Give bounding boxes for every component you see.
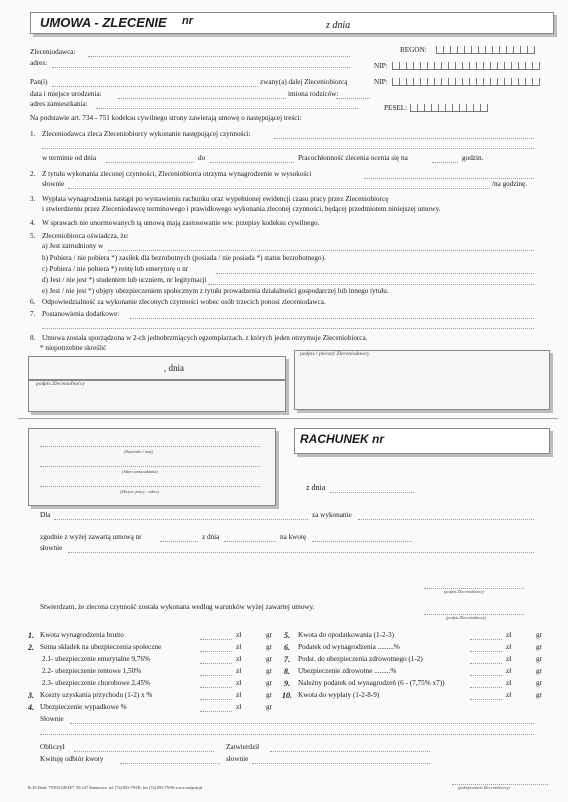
p7-num: 7. — [30, 310, 36, 318]
p6-text: Odpowiedzialność za wykonanie zleconych czynności wobec osób trzecich ponosi zleceniodawca. — [42, 298, 326, 306]
place-date-label: , dnia — [164, 363, 184, 373]
p5-text: Zleceniobiorca oświadcza, że: — [42, 232, 129, 240]
client-signature-label: podpis i pieczęć Zleceniodawcy — [300, 351, 370, 357]
obliczyl-label: Obliczył — [40, 743, 65, 751]
left-item-1-label: Kwota wynagrodzenia brutto — [40, 631, 124, 639]
right-item-7-label: Podst. do ubezpieczenia zdrowotnego (1-2) — [298, 655, 423, 663]
left-zl-2: zł — [236, 643, 242, 651]
right-item-5-label: Kwota do opodatkowania (1-2-3) — [298, 631, 395, 639]
p5d-field[interactable] — [208, 284, 534, 285]
left-item-1-num: 1. — [28, 631, 34, 640]
contract-nr: nr — [182, 15, 193, 27]
left-item-2-label: Suma składek na ubezpieczenia społeczne — [40, 643, 162, 651]
pesel-boxes[interactable] — [410, 104, 488, 112]
left-gr-1: gr — [266, 631, 272, 639]
right-zl-9: zł — [506, 679, 512, 687]
p5e-text: e) Jest / nie jest *) objęty ubezpieczeniem społecznym z tytułu prowadzenia działalności gospodarczej lub innego tytułu. — [42, 287, 389, 295]
right-zl-7: zł — [506, 655, 512, 663]
regon-boxes[interactable] — [436, 46, 535, 54]
slownie2-label: Słownie — [40, 715, 64, 723]
left-item-3-label: Koszty uzyskania przychodu (1-2) x % — [40, 691, 153, 699]
right-item-10-num: 10. — [282, 691, 292, 700]
p2-slownie-label: słownie — [42, 180, 65, 188]
adres-zam-label-2: (Adres zamieszkania) — [122, 469, 158, 474]
left-zl-7: zł — [236, 703, 242, 711]
right-gr-6: gr — [536, 643, 542, 651]
p2-slownie-field[interactable] — [68, 188, 490, 189]
godzin-label: godzin. — [462, 154, 484, 162]
right-zl-6: zł — [506, 643, 512, 651]
regon-label: REGON: — [400, 46, 427, 54]
p6-num: 6. — [30, 298, 36, 306]
podpis-zleceniodawcy-2: (podpis Zleceniodawcy) — [446, 615, 487, 620]
slownie-field[interactable] — [68, 552, 534, 553]
right-item-5-num: 5. — [284, 631, 290, 640]
adres-zam-field-2[interactable] — [40, 466, 260, 467]
left-item-22-label: 2.2- ubezpieczenie rentowe 1,50% — [42, 667, 142, 675]
left-amount-4[interactable] — [200, 675, 232, 676]
p5a-text: a) Jest zatrudniony w — [42, 242, 104, 250]
na-kwote-field[interactable] — [312, 541, 412, 542]
left-zl-4: zł — [236, 667, 242, 675]
termin-do-field[interactable] — [210, 162, 294, 163]
right-item-6-num: 6. — [284, 643, 290, 652]
p5-num: 5. — [30, 232, 36, 240]
pan-label: Pan(i) — [30, 78, 48, 86]
right-amount-10[interactable] — [470, 699, 502, 700]
right-zl-5: zł — [506, 631, 512, 639]
right-gr-7: gr — [536, 655, 542, 663]
left-amount-2[interactable] — [200, 651, 232, 652]
right-item-9-num: 9. — [284, 679, 290, 688]
slownie3-field[interactable] — [252, 763, 430, 764]
left-item-21-label: 2.1- ubezpieczenie emerytalne 9,76% — [42, 655, 150, 663]
left-item-4-num: 4. — [28, 703, 34, 712]
p8-text: Umowa została sporządzona w 2-ch jednobrzmiących egzemplarzach, z których jeden otrzymuje Zleceniobiorca. — [42, 334, 368, 342]
zgodnie-label: zgodnie z wyżej zawartą umową nr — [40, 533, 142, 541]
podstawa-text: Na podstawie art. 734 - 751 kodeksu cywilnego strony zawierają umowę o następującej treści: — [30, 114, 302, 122]
cut-line — [18, 418, 558, 419]
left-item-2-num: 2. — [28, 643, 34, 652]
right-item-8-label: Ubezpieczenie zdrowotne .........% — [298, 667, 397, 675]
z-dnia-label-2: z dnia — [202, 533, 220, 541]
obliczyl-field[interactable] — [74, 751, 214, 752]
slownie2-field-extra[interactable] — [40, 734, 534, 735]
p7-text: Postanowienia dodatkowe: — [42, 310, 120, 318]
p4-num: 4. — [30, 219, 36, 227]
data-miejsce-field[interactable] — [118, 98, 286, 99]
p3-num: 3. — [30, 195, 36, 203]
nip-boxes-2[interactable] — [392, 78, 540, 86]
zatwierdzil-field[interactable] — [270, 751, 430, 752]
slownie2-field[interactable] — [70, 723, 534, 724]
p2-text: Z tytułu wykonania zleconej czynności, Zleceniobiorca otrzyma wynagrodzenie w wysokości — [42, 170, 312, 178]
right-amount-9[interactable] — [470, 687, 502, 688]
right-item-7-num: 7. — [284, 655, 290, 664]
right-gr-10: gr — [536, 691, 542, 699]
left-zl-1: zł — [236, 631, 242, 639]
personal-data-box[interactable] — [28, 428, 276, 506]
nip-boxes-1[interactable] — [392, 62, 540, 70]
left-gr-5: gr — [266, 679, 272, 687]
zatwierdzil-label: Zatwierdził — [226, 743, 260, 751]
podpis-zleceniobiorcy-1: (podpis Zleceniobiorcy) — [444, 589, 484, 594]
imiona-field[interactable] — [336, 98, 370, 99]
pesel-label: PESEL: — [384, 104, 408, 112]
contractor-signature-label: podpis Zleceniobiorcy — [36, 381, 85, 387]
left-gr-2: gr — [266, 643, 272, 651]
do-label: do — [198, 154, 206, 162]
p2-field[interactable] — [364, 178, 534, 179]
zwany-label: zwany(a) dalej Zleceniobiorcą — [260, 78, 348, 86]
footer-print-info: K-29 Druk: *STOLGRAF*, 95-147 Stanowice, tel. (74) 855-79-00, fax (74) 855-79-00 www.stolgraf.pl — [28, 785, 203, 790]
left-gr-4: gr — [266, 667, 272, 675]
right-item-10-label: Kwota do wypłaty (1-2-8-9) — [298, 691, 380, 699]
zleceniodawca-field[interactable] — [88, 56, 350, 57]
pracochlonnosc-label: Pracochłonność zlecenia ocenia się na — [298, 154, 408, 162]
p2-num: 2. — [30, 170, 36, 178]
left-amount-1[interactable] — [200, 639, 232, 640]
pan-field[interactable] — [52, 86, 258, 87]
p1-num: 1. — [30, 130, 36, 138]
p1-field-1[interactable] — [274, 138, 534, 139]
p1-text: Zleceniodawca zleca Zleceniobiorcy wykonanie następującej czynności: — [42, 130, 251, 138]
left-amount-7[interactable] — [200, 711, 232, 712]
contract-date-label: z dnia — [326, 20, 351, 31]
left-zl-6: zł — [236, 691, 242, 699]
left-gr-3: gr — [266, 655, 272, 663]
p3-text-a: Wypłata wynagrodzenia nastąpi po wystawieniu rachunku oraz wypełnionej ewidencji czasu pracy przez Zleceniobiorcę — [42, 195, 389, 203]
p1-field-2[interactable] — [42, 148, 534, 149]
umowa-nr-field[interactable] — [160, 541, 198, 542]
termin-od-field[interactable] — [106, 162, 194, 163]
slownie3-label: słownie — [226, 755, 249, 763]
miejsce-pracy-field[interactable] — [40, 486, 260, 487]
nazwisko-field[interactable] — [40, 446, 260, 447]
right-gr-8: gr — [536, 667, 542, 675]
place-date-box[interactable] — [28, 356, 286, 380]
nip-label-2: NIP: — [374, 78, 388, 86]
imiona-label: imiona rodziców: — [288, 90, 339, 98]
zleceniodawca-label: Zleceniodawca: — [30, 48, 76, 56]
miejsce-pracy-label: (Miejsce pracy - adres) — [120, 489, 160, 494]
za-wykonanie-field[interactable] — [358, 519, 534, 520]
right-amount-6[interactable] — [470, 651, 502, 652]
p5d-text: d) Jest / nie jest *) studentem lub uczniem, nr legitymacji — [42, 276, 207, 284]
adres-zam-label: adres zamieszkania: — [30, 100, 88, 108]
pokwitowanie-label: (pokwitowanie Zleceniobiorcy) — [458, 785, 511, 790]
niepotrzebne-note: * niepotrzebne skreślić — [40, 344, 107, 352]
left-gr-7: gr — [266, 703, 272, 711]
p5c-field[interactable] — [216, 273, 534, 274]
rachunek-title: RACHUNEK nr — [300, 432, 384, 446]
kwituje-field[interactable] — [120, 763, 220, 764]
termin-od-label: w terminie od dnia — [42, 154, 97, 162]
right-item-9-label: Należny podatek od wynagrodzeń (6 - (7,75% x7)) — [298, 679, 445, 687]
kwituje-label: Kwituję odbiór kwoty — [40, 755, 104, 763]
p7-field-1[interactable] — [130, 318, 534, 319]
na-godzine-label: /na godzinę. — [492, 180, 528, 188]
p4-text: W sprawach nie unormowanych tą umową mają zastosowanie ww. przepisy kodeksu cywilnego. — [42, 219, 320, 227]
rachunek-date-label: z dnia — [306, 483, 326, 492]
slownie-label: słownie — [40, 544, 63, 552]
left-item-3-num: 3. — [28, 691, 34, 700]
na-kwote-label: na kwotę — [280, 533, 307, 541]
right-zl-10: zł — [506, 691, 512, 699]
right-amount-7[interactable] — [470, 663, 502, 664]
left-gr-6: gr — [266, 691, 272, 699]
left-zl-5: zł — [236, 679, 242, 687]
right-item-6-label: Podatek od wynagrodzenia .........% — [298, 643, 400, 651]
za-wykonanie-label: za wykonanie — [312, 511, 352, 519]
adres-field[interactable] — [52, 67, 350, 68]
left-amount-6[interactable] — [200, 699, 232, 700]
left-item-4-label: Ubezpieczenie wypadkowe % — [40, 703, 127, 711]
adres-zam-field[interactable] — [96, 108, 358, 109]
p5c-text: c) Pobiera / nie pobiera *) rentę lub emeryturę o nr — [42, 265, 189, 273]
left-item-23-label: 2.3- ubezpieczenie chorobowe 2,45% — [42, 679, 150, 687]
client-signature-box[interactable] — [294, 350, 550, 410]
stwierdzam-text: Stwierdzam, że zlecona czynność została wykonana według warunków wyżej zawartej umowy. — [40, 603, 315, 611]
right-gr-5: gr — [536, 631, 542, 639]
left-amount-5[interactable] — [200, 687, 232, 688]
nazwisko-label: (Nazwisko i imię) — [124, 449, 154, 454]
p8-num: 8. — [30, 334, 36, 342]
p5a-field[interactable] — [108, 250, 534, 251]
right-item-8-num: 8. — [284, 667, 290, 676]
contract-title: UMOWA - ZLECENIE — [40, 15, 167, 30]
z-dnia-field-2[interactable] — [224, 541, 276, 542]
nip-label-1: NIP: — [374, 62, 388, 70]
p3-text-b: i stwierdzeniu przez Zleceniodawcę terminowego i prawidłowego wykonania zleconej czynności, będącej przedmiotem niniejszej umowy. — [42, 205, 441, 213]
p7-field-2[interactable] — [42, 328, 534, 329]
right-gr-9: gr — [536, 679, 542, 687]
dla-field[interactable] — [54, 519, 308, 520]
dla-label: Dla — [40, 511, 51, 519]
left-amount-3[interactable] — [200, 663, 232, 664]
left-zl-3: zł — [236, 655, 242, 663]
right-amount-5[interactable] — [470, 639, 502, 640]
godzin-field[interactable] — [432, 162, 458, 163]
p5b-text: b) Pobiera / nie pobiera *) zasiłek dla bezrobotnych (posiada / nie posiada *) status bezrobotnego). — [42, 254, 326, 262]
right-amount-8[interactable] — [470, 675, 502, 676]
adres-label: adres: — [30, 59, 48, 67]
data-miejsce-label: data i miejsce urodzenia: — [30, 90, 102, 98]
rachunek-date-field[interactable] — [330, 492, 414, 493]
right-zl-8: zł — [506, 667, 512, 675]
